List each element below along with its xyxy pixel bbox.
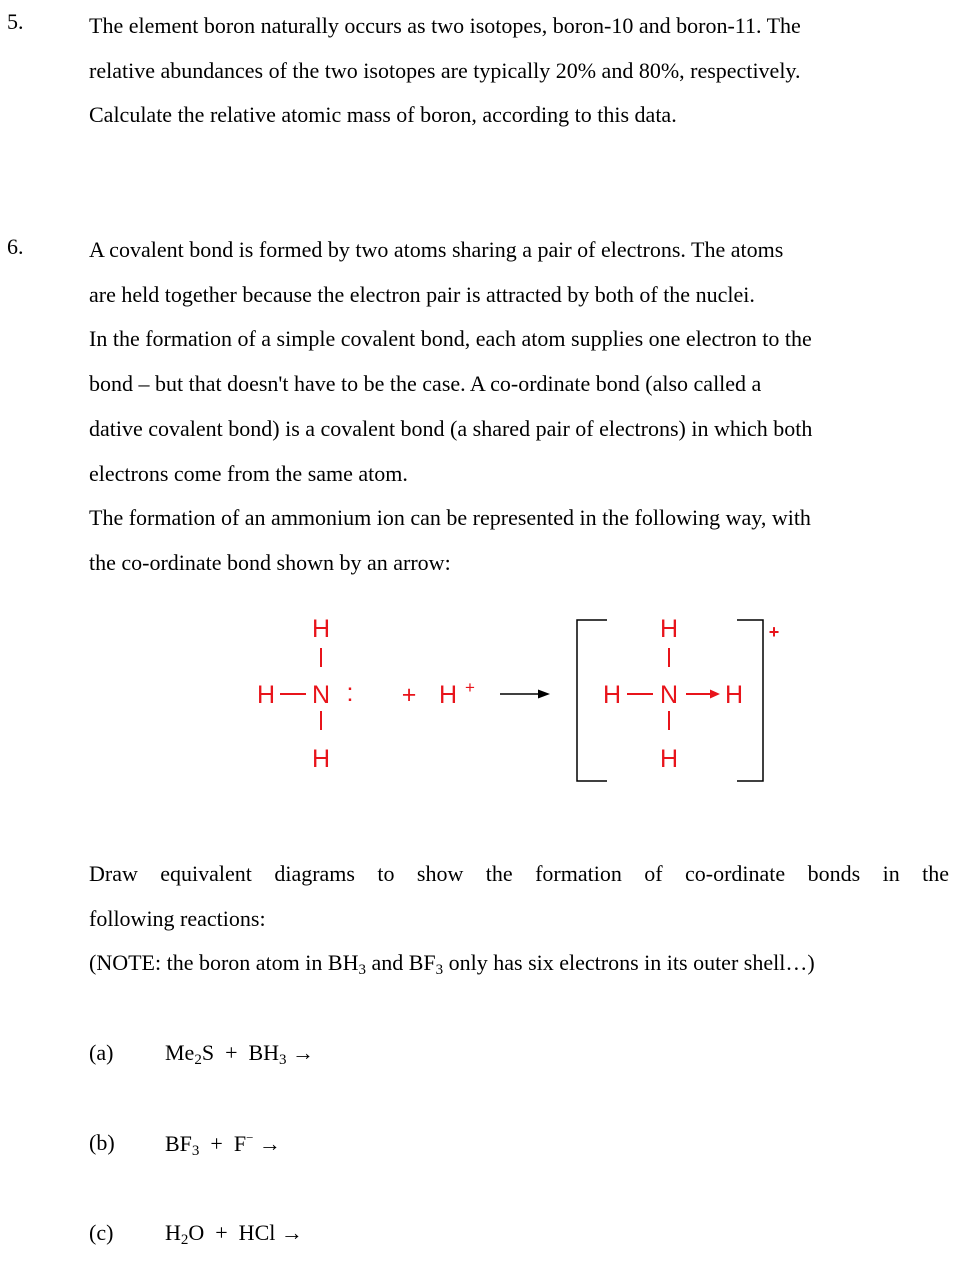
nh3-nitrogen: N — [311, 681, 331, 709]
nh4-left-h: H — [602, 681, 622, 709]
instructions-line-2: following reactions: — [89, 905, 266, 931]
instructions-line-1: Draw equivalent diagrams to show the formation of co-ordinate bonds in the — [89, 861, 949, 886]
instructions-note: (NOTE: the boron atom in $BH_3$ and $BF_3$ only has six electrons in its outer shell…) — [89, 950, 815, 979]
nh4-bottom-h: H — [659, 745, 679, 773]
nh3-top-h: H — [311, 615, 331, 643]
part-c-equation: $H_2O$ + HCl → — [165, 1220, 303, 1248]
question-6-number: 6. — [7, 234, 24, 259]
q6-line-4: bond – but that doesn't have to be the case. A co-ordinate bond (also called a — [89, 371, 762, 397]
part-a-label: (a) — [89, 1040, 114, 1065]
q6-line-6: electrons come from the same atom. — [89, 460, 408, 486]
question-5-text — [89, 4, 949, 138]
part-a-equation: $Me_2S + BH_3$ → — [165, 1040, 315, 1068]
proton-charge: + — [465, 678, 475, 697]
nh4-top-h: H — [659, 615, 679, 643]
q6-line-3: In the formation of a simple covalent bond, each atom supplies one electron to the — [89, 326, 812, 352]
nh3-left-h: H — [256, 681, 276, 709]
nh4-nitrogen: N — [659, 681, 679, 709]
proton-h: H — [438, 681, 458, 709]
q6-line-5: dative covalent bond) is a covalent bond (a shared pair of electrons) in which both — [89, 415, 813, 441]
question-6-text — [89, 228, 949, 586]
reaction-arrow-head — [538, 690, 550, 699]
q6-line-8: the co-ordinate bond shown by an arrow: — [89, 549, 451, 575]
q6-line-7: The formation of an ammonium ion can be represented in the following way, with — [89, 505, 811, 531]
nh3-bottom-h: H — [311, 745, 331, 773]
q6-line-1: A covalent bond is formed by two atoms sharing a pair of electrons. The atoms — [89, 237, 784, 262]
part-b-equation: $BF_3 + F^-$ → — [165, 1130, 281, 1159]
reaction-plus: + — [401, 681, 417, 709]
q5-line-2: relative abundances of the two isotopes are typically 20% and 80%, respectively. — [89, 57, 801, 83]
q5-line-3: Calculate the relative atomic mass of boron, according to this data. — [89, 102, 677, 128]
q5-line-1: The element boron naturally occurs as two isotopes, boron-10 and boron-11. The — [89, 13, 801, 38]
nh3-lone-pair: : — [346, 679, 354, 707]
coordinate-bond-arrow-head — [710, 690, 720, 699]
part-c-label: (c) — [89, 1220, 114, 1245]
nh4-right-h: H — [724, 681, 744, 709]
q6-line-2: are held together because the electron pair is attracted by both of the nuclei. — [89, 281, 755, 307]
part-b-label: (b) — [89, 1130, 115, 1155]
ion-charge: + — [768, 622, 780, 642]
ammonium-formation-diagram — [0, 600, 960, 800]
instructions — [89, 852, 949, 993]
question-5-number: 5. — [7, 9, 24, 34]
